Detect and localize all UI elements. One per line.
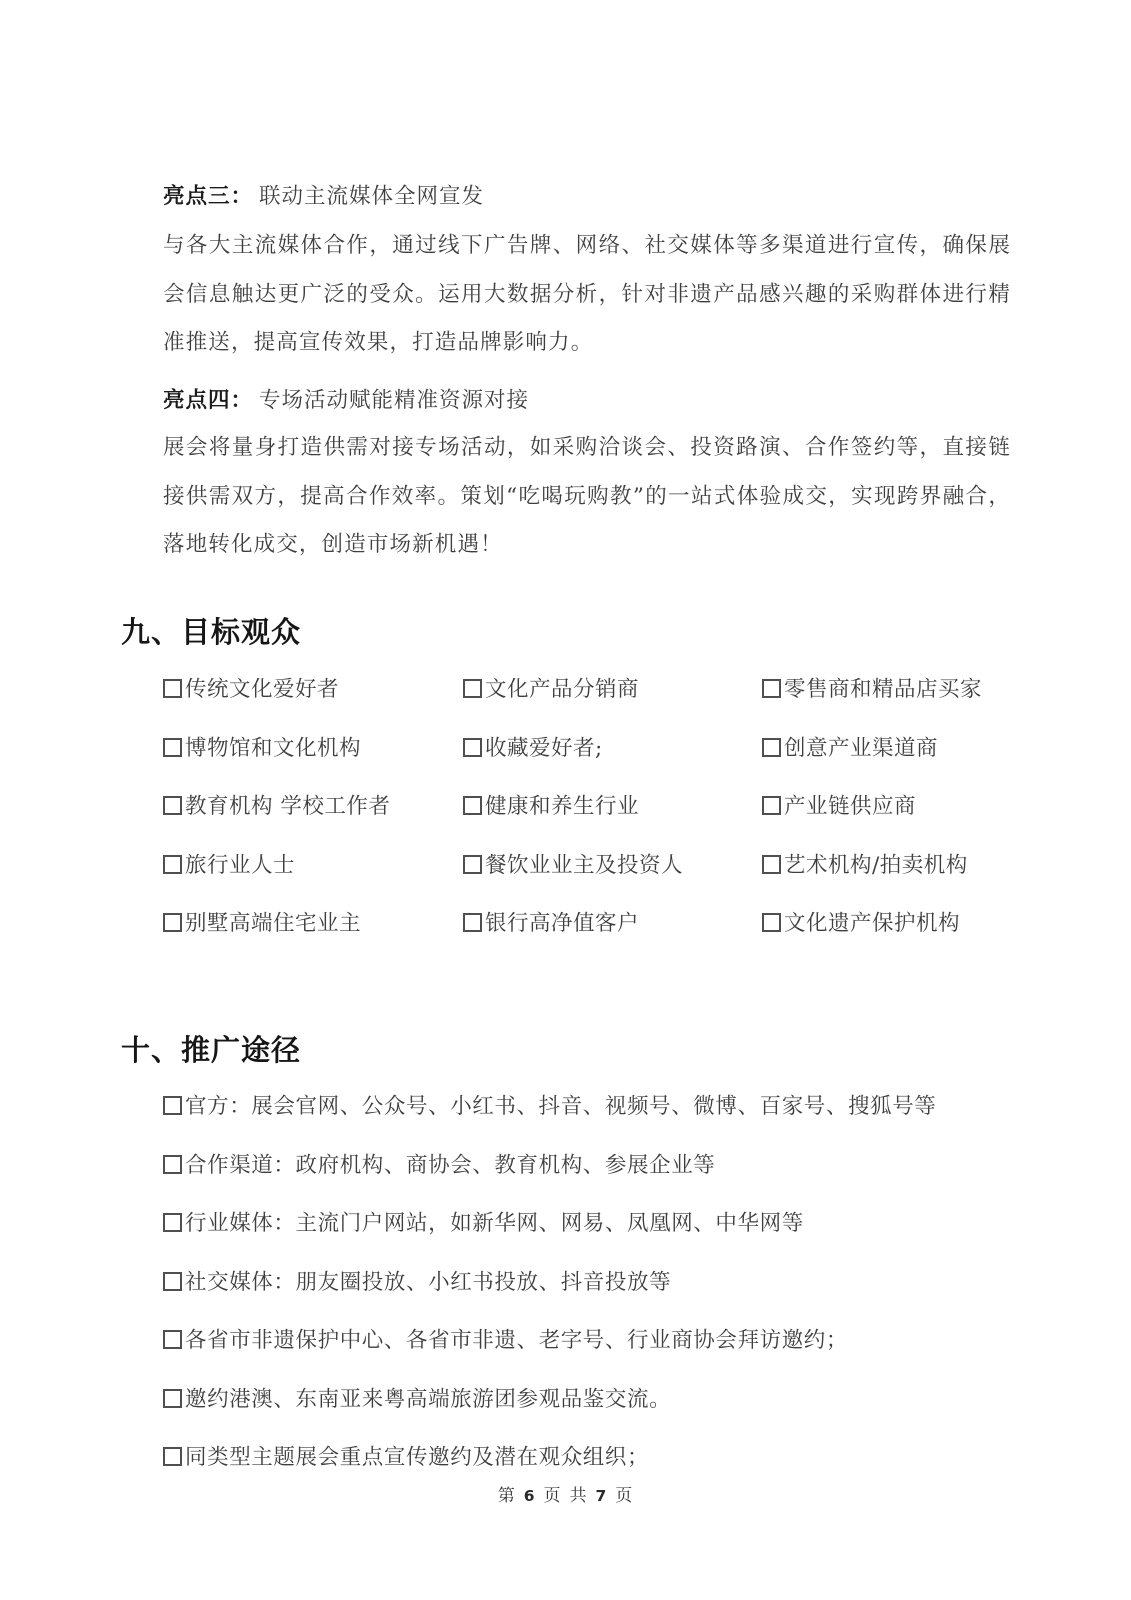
highlight-4-title: 专场活动赋能精准资源对接: [259, 388, 530, 413]
audience-item-label: 教育机构 学校工作者: [185, 794, 391, 819]
promotion-item-label: 合作渠道：政府机构、商协会、教育机构、参展企业等: [185, 1152, 716, 1178]
promotion-list: [163, 1078, 1033, 1488]
audience-item-label: 艺术机构/拍卖机构: [784, 852, 968, 878]
checkbox-icon: [163, 855, 182, 874]
highlight-4-label: 亮点四：: [163, 388, 254, 413]
checkbox-icon: [163, 796, 182, 815]
audience-item-label: 餐饮业业主及投资人: [485, 852, 684, 878]
promotion-item-label: 同类型主题展会重点宣传邀约及潜在观众组织；: [185, 1445, 650, 1470]
highlight-4-body: 展会将量身打造供需对接专场活动，如采购洽谈会、投资路演、合作签约等，直接链接供需双方，提高合作效率。策划“吃喝玩购教”的一站式体验成交，实现跨界融合，落地转化成交，创造市场新机遇！: [163, 435, 1011, 557]
promotion-item: [163, 1312, 1033, 1371]
audience-item-label: 文化遗产保护机构: [784, 911, 961, 936]
audience-item: [762, 778, 1011, 837]
page-footer: [0, 1481, 1131, 1506]
checkbox-icon: [163, 1213, 182, 1232]
audience-item: [463, 895, 762, 954]
audience-item: [163, 661, 463, 720]
footer-page-label-1: 页: [543, 1486, 562, 1506]
checkbox-icon: [762, 913, 781, 932]
highlight-3-label: 亮点三：: [163, 184, 254, 209]
promotion-item: [163, 1254, 1033, 1313]
audience-item-label: 银行高净值客户: [485, 911, 640, 936]
audience-item-label: 产业链供应商: [784, 794, 917, 819]
promotion-item: [163, 1078, 1033, 1137]
highlight-3-heading: [163, 183, 1011, 211]
checkbox-icon: [463, 738, 482, 757]
checkbox-icon: [163, 913, 182, 932]
highlight-3-title: 联动主流媒体全网宣发: [259, 184, 485, 209]
page-number-current: 6: [523, 1487, 536, 1505]
audience-item-label: 文化产品分销商: [485, 677, 640, 702]
audience-item-label: 旅行业人士: [185, 852, 296, 878]
footer-total-label: 共: [569, 1486, 588, 1506]
audience-item: [463, 778, 762, 837]
checkbox-icon: [762, 855, 781, 874]
audience-item-label: 创意产业渠道商: [784, 735, 939, 761]
footer-prefix: 第: [497, 1486, 516, 1506]
audience-item: [762, 895, 1011, 954]
promotion-item-label: 官方：展会官网、公众号、小红书、抖音、视频号、微博、百家号、搜狐号等: [185, 1094, 937, 1119]
promotion-item: [163, 1371, 1033, 1430]
audience-item: [163, 837, 463, 896]
checkbox-icon: [463, 913, 482, 932]
checkbox-icon: [762, 796, 781, 815]
audience-item: [463, 837, 762, 896]
audience-item-label: 传统文化爱好者: [185, 677, 340, 702]
audience-item-label: 健康和养生行业: [485, 794, 640, 819]
audience-item: [463, 661, 762, 720]
audience-item: [762, 837, 1011, 896]
promotion-item: [163, 1195, 1033, 1254]
audience-item: [762, 720, 1011, 779]
audience-item: [463, 720, 762, 779]
section-promotion-heading: 十、推广途径: [121, 1033, 302, 1067]
promotion-item-label: 各省市非遗保护中心、各省市非遗、老字号、行业商协会拜访邀约；: [185, 1328, 849, 1353]
audience-grid: [163, 661, 1011, 954]
checkbox-icon: [163, 1272, 182, 1291]
audience-item: [163, 720, 463, 779]
highlight-4-heading: [163, 387, 1011, 415]
checkbox-icon: [163, 1330, 182, 1349]
promotion-item-label: 社交媒体：朋友圈投放、小红书投放、抖音投放等: [185, 1269, 672, 1295]
page-number-total: 7: [595, 1487, 608, 1505]
checkbox-icon: [762, 738, 781, 757]
checkbox-icon: [163, 1155, 182, 1174]
promotion-item-label: 行业媒体：主流门户网站，如新华网、网易、凤凰网、中华网等: [185, 1211, 804, 1236]
checkbox-icon: [163, 1096, 182, 1115]
checkbox-icon: [463, 796, 482, 815]
audience-item: [762, 661, 1011, 720]
promotion-item: [163, 1137, 1033, 1196]
checkbox-icon: [163, 1389, 182, 1408]
highlight-3-body: 与各大主流媒体合作，通过线下广告牌、网络、社交媒体等多渠道进行宣传，确保展会信息触达更广泛的受众。运用大数据分析，针对非遗产品感兴趣的采购群体进行精准推送，提高宣传效果，打造品牌影响力。: [163, 233, 1011, 355]
audience-item: [163, 895, 463, 954]
audience-item: [163, 778, 463, 837]
checkbox-icon: [163, 738, 182, 757]
promotion-item-label: 邀约港澳、东南亚来粤高端旅游团参观品鉴交流。: [185, 1386, 672, 1412]
audience-item-label: 别墅高端住宅业主: [185, 911, 362, 936]
checkbox-icon: [163, 1447, 182, 1466]
audience-item-label: 零售商和精品店买家: [784, 677, 983, 702]
checkbox-icon: [463, 679, 482, 698]
audience-item-label: 博物馆和文化机构: [185, 735, 362, 761]
checkbox-icon: [762, 679, 781, 698]
checkbox-icon: [163, 679, 182, 698]
audience-item-label: 收藏爱好者;: [485, 735, 603, 761]
section-audience-heading: 九、目标观众: [121, 615, 302, 649]
footer-page-label-2: 页: [615, 1486, 634, 1506]
promotion-item: [163, 1429, 1033, 1488]
checkbox-icon: [463, 855, 482, 874]
